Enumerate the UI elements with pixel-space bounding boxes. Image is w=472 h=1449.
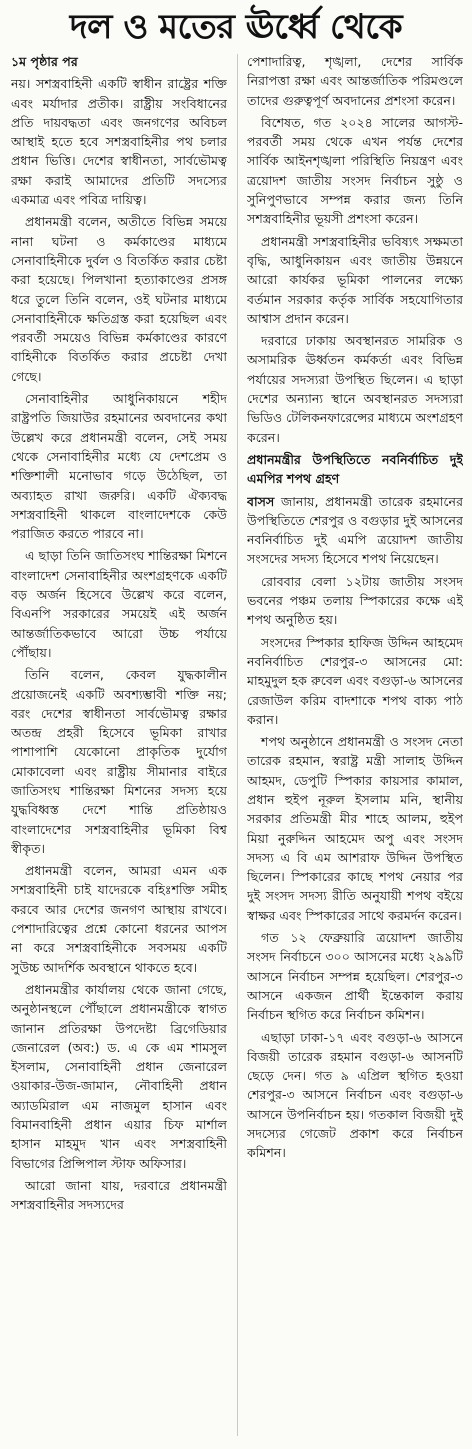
paragraph: প্রধানমন্ত্রী বলেন, আমরা এমন এক সশস্ত্রবাহিনী চাই যাদেরকে বহিঃশক্তি সমীহ করবে আর দেশের জনগণ আস্থায় রাখবে। পেশাদারিত্বের প্রশ্নে কোনো ধরনের আপস না করে সশস্ত্রবাহিনীকে সবসময় একটি সুউচ্চ আদর্শিক অবস্থানে থাকতে হবে। [11,863,227,975]
paragraph: পেশাদারিত্ব, শৃঙ্খলা, দেশের সার্বিক নিরাপত্তা রক্ষা এবং আন্তর্জাতিক পরিমণ্ডলে তাদের গুরুত্বপূর্ণ অবদানের প্রশংসা করেন। [247,54,463,108]
paragraph: শপথ অনুষ্ঠানে প্রধানমন্ত্রী ও সংসদ নেতা তারেক রহমান, স্বরাষ্ট্র মন্ত্রী সালাহ উদ্দিন আহমদ, ডেপুটি স্পিকার কায়সার কামাল, প্রধান হুইপ নূরুল ইসলাম মনি, স্থানীয় সরকার প্রতিমন্ত্রী মীর শাহে আলম, হুইপ মিয়া নুরুদ্দিন আহমেদ অপু এবং সংসদ সদস্য এ বি এম আশরাফ উদ্দিন উপস্থিত ছিলেন। স্পিকারের কাছে শপথ নেয়ার পর দুই সংসদ সদস্য রীতি অনুযায়ী শপথ বইয়ে স্বাক্ষর এবং স্পিকারের সাথে করমর্দন করেন। [247,734,463,923]
paragraph [247,492,463,569]
headline: দল ও মতের ঊর্ধ্বে থেকে [69,7,403,47]
paragraph: আরো জানা যায়, দরবারে প্রধানমন্ত্রী সশস্ত্রবাহিনীর সদস্যদের [11,1177,227,1213]
paragraph [11,52,227,71]
paragraph: দরবারে ঢাকায় অবস্থানরত সামরিক ও অসামরিক ঊর্ধ্বতন কর্মকর্তা এবং বিভিন্ন পর্যায়ের সদস্যরা উপস্থিত ছিলেন। এ ছাড়া দেশের অন্যান্য স্থানে অবস্থানরত সদস্যরা ভিডিও টেলিকনফারেন্সের মাধ্যমে অংশগ্রহণ করেন। [247,333,463,445]
paragraph: প্রধানমন্ত্রী সশস্ত্রবাহিনীর ভবিষ্যৎ সক্ষমতা বৃদ্ধি, আধুনিকায়ন এবং জাতীয় উন্নয়নে আরো কার্যকর ভূমিকা পালনের লক্ষ্যে বর্তমান সরকার কর্তৃক সার্বিক সহযোগিতার আশ্বাস প্রদান করেন। [247,233,463,326]
paragraph: বিশেষত, গত ২০২৪ সালের আগস্ট-পরবর্তী সময় থেকে এখন পর্যন্ত দেশের সার্বিক আইনশৃঙ্খলা পরিস্থিতি নিয়ন্ত্রণ এবং ত্রয়োদশ জাতীয় সংসদ নির্বাচন সুষ্ঠু ও সুনিপুণভাবে সম্পন্ন করার জন্য তিনি সশস্ত্রবাহিনীর ভূয়সী প্রশংসা করেন। [247,114,463,227]
paragraph: রোববার বেলা ১২টায় জাতীয় সংসদ ভবনের পঞ্চম তলায় স্পিকারের কক্ষে এই শপথ অনুষ্ঠিত হয়। [247,573,463,628]
byline: বাসস [247,493,275,509]
paragraph: গত ১২ ফেব্রুয়ারি ত্রয়োদশ জাতীয় সংসদ নির্বাচনে ৩০০ আসনের মধ্যে ২৯৯টি আসনে নির্বাচন সম্পন্ন হয়েছিল। শেরপুর-৩ আসনে একজন প্রার্থী ইন্তেকাল করায় নির্বাচন স্থগিত করে নির্বাচন কমিশন। [247,930,463,1023]
paragraph-text: জানায়, প্রধানমন্ত্রী তারেক রহমানের উপস্থিতিতে শেরপুর ও বগুড়ার দুই আসনের নবনির্বাচিত দুই এমপি ত্রয়োদশ জাতীয় সংসদের সদস্য হিসেবে শপথ নিয়েছেন। [247,493,463,567]
subheading: প্রধানমন্ত্রীর উপস্থিতিতে নবনির্বাচিত দুই এমপির শপথ গ্রহণ [247,451,463,487]
paragraph: সেনাবাহিনীর আধুনিকায়নে শহীদ রাষ্ট্রপতি জিয়াউর রহমানের অবদানের কথা উল্লেখ করে প্রধানমন্ত্রী বলেন, সেই সময় থেকে সেনাবাহিনীর মধ্যে যে দেশপ্রেম ও শক্তিশালী মনোভাব গড়ে উঠেছিল, তা অব্যাহত রাখা জরুরি। একটি ঐক্যবদ্ধ সশস্ত্রবাহিনী থাকলে বাংলাদেশকে কেউ পরাজিত করতে পারবে না। [11,391,227,542]
paragraph: প্রধানমন্ত্রী বলেন, অতীতে বিভিন্ন সময়ে নানা ঘটনা ও কর্মকাণ্ডের মাধ্যমে সেনাবাহিনীকে দুর্বল ও বিতর্কিত করার চেষ্টা করা হয়েছে। পিলখানা হত্যাকাণ্ডের প্রসঙ্গ ধরে তুলে তিনি বলেন, ওই ঘটনার মাধ্যমে সেনাবাহিনীকে ক্ষতিগ্রস্ত করা হয়েছিল এবং পরবর্তী সময়েও বিভিন্ন কর্মকাণ্ডের কারণে বাহিনীকে বিতর্কিত করার প্রচেষ্টা দেখা গেছে। [11,214,227,384]
paragraph: প্রধানমন্ত্রীর কার্যালয় থেকে জানা গেছে, অনুষ্ঠানস্থলে পৌঁছালে প্রধানমন্ত্রীকে স্বাগত জানান প্রতিরক্ষা উপদেষ্টা ব্রিগেডিয়ার জেনারেল (অব:) ড. এ কে এম শামসুল ইসলাম, সেনাবাহিনী প্রধান জেনারেল ওয়াকার-উজ-জামান, নৌবাহিনী প্রধান অ্যাডমিরাল এম নাজমুল হাসান এবং বিমানবাহিনী প্রধান এয়ার চিফ মার্শাল হাসান মাহমুদ খান এবং সশস্ত্রবাহিনী বিভাগের প্রিন্সিপাল স্টাফ অফিসার। [11,981,227,1171]
paragraph: এছাড়া ঢাকা-১৭ এবং বগুড়া-৬ আসনে বিজয়ী তারেক রহমান বগুড়া-৬ আসনটি ছেড়ে দেন। গত ৯ এপ্রিল স্থগিত হওয়া শেরপুর-৩ আসনে নির্বাচন এবং বগুড়া-৬ আসনে উপনির্বাচন হয়। গতকাল বিজয়ী দুই সদস্যের গেজেট প্রকাশ করে নির্বাচন কমিশন। [247,1029,463,1161]
paragraph: এ ছাড়া তিনি জাতিসংঘ শান্তিরক্ষা মিশনে বাংলাদেশ সেনাবাহিনীর অংশগ্রহণকে একটি বড় অর্জন হিসেবে উল্লেখ করে বলেন, বিএনপি সরকারের সময়েই এই অর্জন আন্তর্জাতিকভাবে আরো উচ্চ পর্যায়ে পৌঁছায়। [11,548,227,660]
right-column [247,52,463,1438]
paragraph: তিনি বলেন, কেবল যুদ্ধকালীন প্রয়োজনেই একটি অবশ্যম্ভাবী শক্তি নয়; বরং দেশের স্বাধীনতা সার্বভৌমত্ব রক্ষার অতন্দ্র প্রহরী হিসেবে ভূমিকা রাখার পাশাপাশি যেকোনো প্রাকৃতিক দুর্যোগ মোকাবেলা এবং রাষ্ট্রীয় সীমানার বাইরে জাতিসংঘ শান্তিরক্ষা মিশনের সদস্য হয়ে যুদ্ধবিধ্বস্ত দেশে শান্তি প্রতিষ্ঠায়ও বাংলাদেশের সশস্ত্রবাহিনীর ভূমিকা বিশ্ব স্বীকৃত। [11,667,227,856]
paragraph: নয়। সশস্ত্রবাহিনী একটি স্বাধীন রাষ্ট্রের শক্তি এবং মর্যাদার প্রতীক। রাষ্ট্রীয় সংবিধানের প্রতি দায়বদ্ধতা এবং জনগণের অবিচল আস্থাই হতে হবে সশস্ত্রবাহিনীর পথ চলার প্রধান ভিত্তি। দেশের স্বাধীনতা, সার্বভৌমত্ব রক্ষা করাই আমাদের প্রতিটি সদস্যের একমাত্র এবং পবিত্র দায়িত্ব। [11,76,227,208]
paragraph: সংসদের স্পিকার হাফিজ উদ্দিন আহমেদ নবনির্বাচিত শেরপুর-৩ আসনের মো: মাহমুদুল হক রুবেল এবং বগুড়া-৬ আসনের রেজাউল করিম বাদশাকে শপথ বাক্য পাঠ করান। [247,634,463,727]
continuation-ref: ১ম পৃষ্ঠার পর [11,54,78,69]
column-divider [237,54,238,1436]
left-column [11,52,227,1438]
